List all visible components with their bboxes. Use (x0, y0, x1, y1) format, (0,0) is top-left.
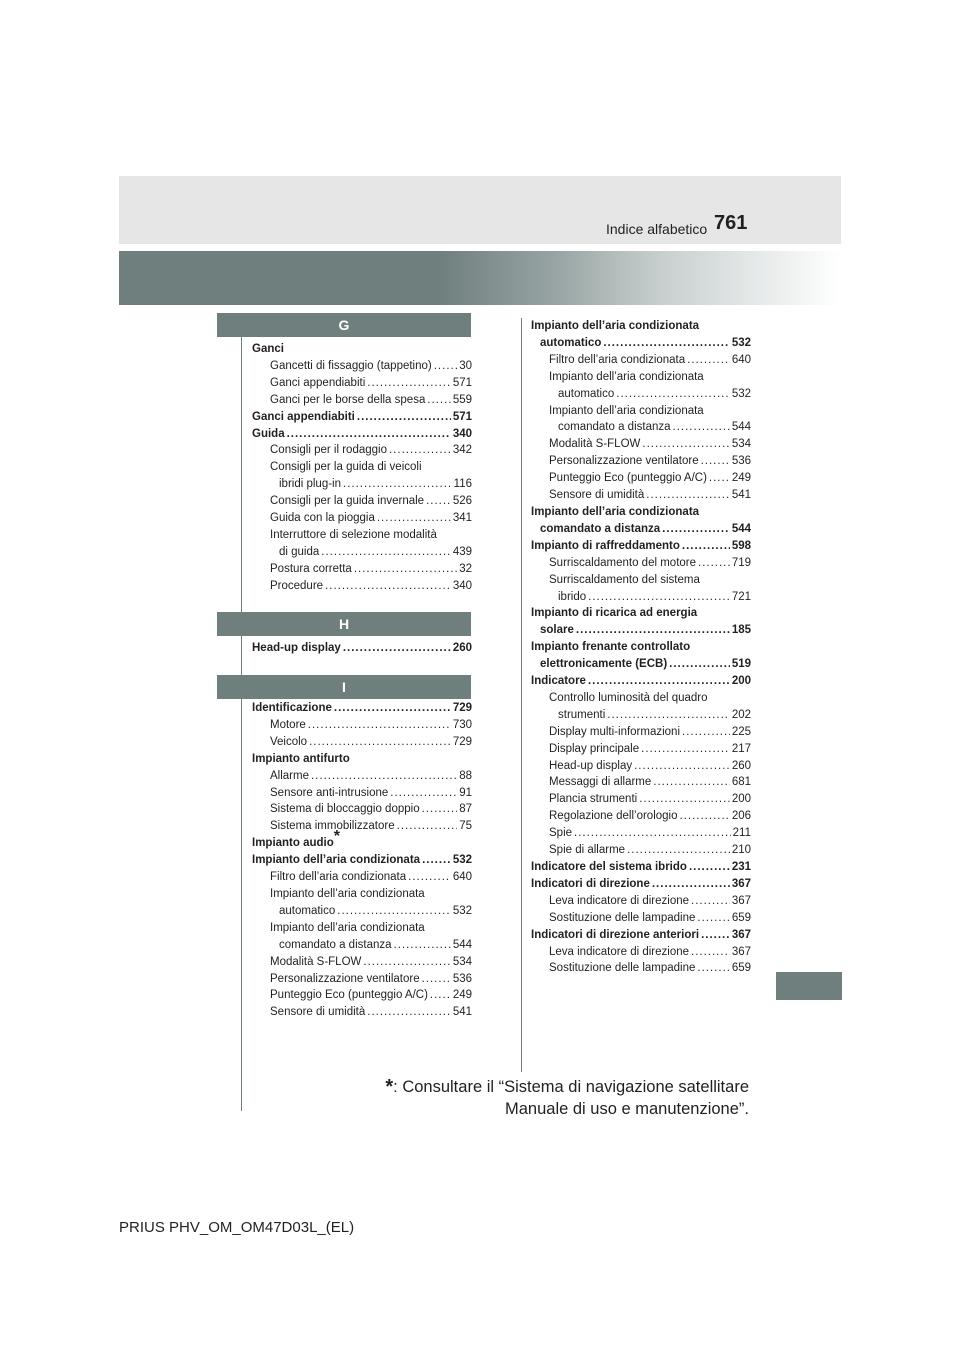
index-entry (531, 656, 751, 673)
index-entry-text: Head-up display (252, 642, 341, 654)
index-entry (531, 774, 751, 791)
index-entry (252, 426, 472, 443)
dot-leader (309, 734, 451, 751)
dot-leader (588, 589, 730, 606)
index-entry-text: Consigli per il rodaggio (270, 444, 387, 457)
index-entry (252, 818, 472, 835)
index-entry (531, 555, 751, 572)
index-entry-text: Messaggi di allarme (549, 776, 652, 789)
dot-leader (691, 893, 730, 910)
letter-heading-g: G (217, 313, 471, 337)
index-entry-text: Guida (252, 427, 285, 440)
index-entry-text: Leva indicatore di direzione (549, 945, 690, 958)
index-entry-page: 729 (452, 735, 472, 748)
index-entry-page: 367 (731, 945, 751, 958)
index-entry-text: Ganci appendiabiti (270, 376, 366, 389)
dot-leader (367, 375, 451, 392)
index-entry (252, 375, 472, 392)
index-entry-text: Modalità S-FLOW (270, 955, 362, 968)
decorative-gradient-bar (119, 251, 841, 305)
index-entry-text: Impianto dell’aria condizionata (270, 921, 425, 934)
index-entry (252, 476, 472, 493)
dot-leader (574, 825, 731, 842)
index-entry (531, 605, 751, 622)
index-list-g (252, 341, 472, 595)
dot-leader (642, 436, 729, 453)
index-entry-text: strumenti (558, 708, 606, 721)
index-entry-page: 88 (459, 769, 472, 782)
index-entry (531, 572, 751, 589)
dot-leader (377, 510, 451, 527)
dot-leader (701, 453, 730, 470)
index-entry (252, 510, 472, 527)
index-entry-page: 231 (731, 861, 751, 873)
dot-leader (426, 493, 451, 510)
index-entry-text: di guida (279, 545, 320, 558)
dot-leader (616, 386, 730, 403)
index-entry-text: comandato a distanza (558, 421, 671, 434)
index-entry-text: Gancetti di fissaggio (tappetino) (270, 359, 432, 372)
dot-leader (354, 561, 457, 578)
dot-leader (363, 954, 450, 971)
index-entry (252, 768, 472, 785)
index-entry-text: Impianto dell’aria condizionata (549, 370, 704, 383)
index-entry-text: Impianto di ricarica ad energia (531, 607, 698, 620)
index-entry (531, 369, 751, 386)
index-entry-page: 225 (731, 725, 751, 738)
index-entry (252, 392, 472, 409)
index-entry-text: elettronicamente (ECB) (540, 658, 668, 671)
index-entry-page: 730 (452, 718, 472, 731)
index-entry-page: 536 (731, 455, 751, 468)
dot-leader (588, 673, 730, 690)
index-entry-text: Impianto dell’aria condizionata (270, 887, 425, 900)
dot-leader (698, 555, 730, 572)
index-entry-page: 571 (452, 410, 472, 423)
dot-leader (689, 859, 730, 876)
index-entry-text: Controllo luminosità del quadro (549, 691, 708, 704)
dot-leader (607, 707, 730, 724)
dot-leader (682, 724, 730, 741)
index-entry-page: 340 (452, 579, 472, 592)
index-entry-page: 340 (452, 427, 472, 440)
dot-leader (427, 392, 450, 409)
dot-leader (641, 741, 730, 758)
index-entry-page: 342 (452, 444, 472, 457)
index-entry (531, 893, 751, 910)
dot-leader (334, 700, 451, 717)
index-entry-text: Veicolo (270, 735, 308, 748)
index-entry-text: Display multi-informazioni (549, 725, 681, 738)
index-entry-text: Surriscaldamento del sistema (549, 573, 700, 586)
index-entry (531, 808, 751, 825)
index-entry (531, 859, 751, 876)
index-entry-text: Indicatore del sistema ibrido (531, 861, 687, 873)
index-entry (531, 639, 751, 656)
index-entry (252, 801, 472, 818)
index-entry (531, 419, 751, 436)
index-entry (252, 785, 472, 802)
index-entry-page: 532 (731, 336, 751, 349)
dot-leader (697, 960, 729, 977)
index-entry-text: Procedure (270, 579, 324, 592)
index-entry-page: 249 (452, 989, 472, 1002)
index-entry-text: Sistema di bloccaggio doppio (270, 803, 420, 816)
chapter-side-tab (776, 972, 842, 1000)
index-entry-text: Sostituzione delle lampadine (549, 962, 696, 975)
dot-leader (680, 808, 730, 825)
index-entry-page: 534 (731, 438, 751, 451)
index-entry-page: 185 (731, 624, 751, 637)
index-entry-page: 260 (731, 759, 751, 772)
index-entry (531, 470, 751, 487)
dot-leader (673, 419, 730, 436)
index-entry (531, 707, 751, 724)
dot-leader (603, 335, 729, 352)
index-entry-page: 532 (452, 854, 472, 867)
index-entry-text: Ganci per le borse della spesa (270, 393, 426, 406)
index-entry-text: Display principale (549, 742, 640, 755)
index-entry (531, 487, 751, 504)
index-entry-page: 30 (459, 359, 472, 372)
index-entry-page: 439 (452, 545, 472, 558)
index-entry-page: 559 (452, 393, 472, 406)
index-entry (252, 341, 472, 358)
index-entry (531, 622, 751, 639)
index-entry-text: Allarme (270, 769, 309, 782)
index-entry (252, 493, 472, 510)
index-entry-text: Sensore anti-intrusione (270, 786, 389, 799)
index-entry (531, 724, 751, 741)
index-entry-page: 526 (452, 495, 472, 508)
dot-leader (325, 578, 451, 595)
index-entry-page: 640 (452, 871, 472, 884)
index-entry-text: automatico (558, 387, 615, 400)
dot-leader (367, 1004, 451, 1021)
index-entry-page: 75 (459, 820, 472, 833)
dot-leader (287, 426, 451, 443)
index-entry-text: Interruttore di selezione modalità (270, 528, 437, 541)
index-entry-page: 260 (452, 642, 472, 654)
index-entry (252, 954, 472, 971)
index-entry (252, 717, 472, 734)
index-entry (252, 852, 472, 869)
index-entry-text: ibridi plug-in (279, 478, 342, 491)
index-entry-text: Filtro dell’aria condizionata (270, 871, 407, 884)
index-entry (531, 741, 751, 758)
index-entry-text: Consigli per la guida di veicoli (270, 461, 422, 474)
index-entry (252, 751, 472, 768)
index-entry (531, 453, 751, 470)
index-list-i (252, 700, 472, 1021)
dot-leader (576, 622, 730, 639)
index-entry-page: 541 (731, 489, 751, 502)
index-entry-text: Motore (270, 718, 306, 731)
index-entry-text: Impianto dell’aria condizionata (549, 404, 704, 417)
index-entry-page: 719 (731, 556, 751, 569)
index-entry (531, 318, 751, 335)
index-entry-page: 367 (731, 894, 751, 907)
index-entry-text: comandato a distanza (279, 938, 392, 951)
index-entry (531, 690, 751, 707)
index-entry (531, 386, 751, 403)
dot-leader (669, 656, 730, 673)
index-entry (252, 527, 472, 544)
index-entry (252, 971, 472, 988)
index-entry (531, 538, 751, 555)
index-entry-page: 536 (452, 972, 472, 985)
index-entry-text: Indicatori di direzione anteriori (531, 928, 700, 941)
index-entry-text: Modalità S-FLOW (549, 438, 641, 451)
index-entry (252, 1004, 472, 1021)
index-entry-text: Impianto audio* (252, 828, 341, 850)
index-entry-text: Impianto frenante controllato (531, 641, 691, 654)
letter-heading-h: H (217, 612, 471, 636)
index-entry-page: 532 (731, 387, 751, 400)
index-entry (531, 842, 751, 859)
index-entry-text: Impianto antifurto (252, 752, 350, 765)
dot-leader (697, 910, 729, 927)
index-entry-text: Surriscaldamento del motore (549, 556, 697, 569)
index-entry-text: Impianto dell’aria condizionata (531, 505, 700, 518)
index-entry-page: 729 (452, 702, 472, 714)
index-entry-page: 211 (732, 827, 751, 840)
index-entry-text: ibrido (558, 590, 587, 603)
dot-leader (627, 842, 730, 859)
index-entry-page: 249 (731, 472, 751, 485)
dot-leader (662, 521, 730, 538)
index-entry-text: Punteggio Eco (punteggio A/C) (549, 472, 707, 485)
dot-leader (394, 937, 451, 954)
index-entry (252, 987, 472, 1004)
document-code: PRIUS PHV_OM_OM47D03L_(EL) (119, 1219, 355, 1236)
dot-leader (308, 717, 451, 734)
index-entry (252, 700, 472, 717)
index-entry (531, 791, 751, 808)
index-entry (252, 544, 472, 561)
footnote (385, 1076, 749, 1120)
index-entry (252, 886, 472, 903)
index-entry (531, 436, 751, 453)
dot-leader (422, 801, 458, 818)
dot-leader (422, 971, 451, 988)
index-entry-text: Head-up display (549, 759, 633, 772)
dot-leader (337, 903, 451, 920)
footnote-line-2: Manuale di uso e manutenzione”. (505, 1100, 749, 1118)
dot-leader (390, 785, 457, 802)
dot-leader (434, 358, 457, 375)
dot-leader (682, 538, 730, 555)
dot-leader (408, 869, 451, 886)
index-entry-text: Sensore di umidità (549, 489, 645, 502)
index-entry (252, 578, 472, 595)
index-entry-page: 532 (452, 904, 472, 917)
index-entry-page: 200 (731, 793, 751, 806)
dot-leader (343, 476, 452, 493)
index-entry (531, 521, 751, 538)
dot-leader (709, 470, 730, 487)
index-entry-text: Spie (549, 827, 573, 840)
index-entry (252, 734, 472, 751)
index-entry-text: Personalizzazione ventilatore (270, 972, 420, 985)
dot-leader (311, 768, 457, 785)
index-entry-page: 544 (452, 938, 472, 951)
index-entry-text: Impianto dell’aria condizionata (252, 854, 421, 867)
index-entry-page: 541 (452, 1006, 472, 1019)
column-divider-middle (521, 318, 522, 1072)
index-entry-page: 116 (453, 478, 472, 491)
index-entry (531, 673, 751, 690)
index-entry-text: Regolazione dell’orologio (549, 810, 678, 823)
index-entry-text: Sistema immobilizzatore (270, 820, 395, 833)
index-entry (252, 442, 472, 459)
index-entry-page: 206 (731, 810, 751, 823)
index-entry-page: 534 (452, 955, 472, 968)
dot-leader (422, 852, 451, 869)
index-entry-page: 367 (731, 928, 751, 941)
index-entry-text: Postura corretta (270, 562, 352, 575)
index-entry (252, 561, 472, 578)
index-entry (531, 504, 751, 521)
index-entry-text: Sensore di umidità (270, 1006, 366, 1019)
index-entry (531, 335, 751, 352)
dot-leader (687, 352, 730, 369)
index-entry-page: 200 (731, 675, 751, 688)
page-number: 761 (714, 212, 748, 234)
index-entry (252, 903, 472, 920)
index-entry (252, 409, 472, 426)
index-entry-text: Leva indicatore di direzione (549, 894, 690, 907)
index-entry-page: 210 (731, 844, 751, 857)
index-entry (531, 910, 751, 927)
index-entry-text: Spie di allarme (549, 844, 626, 857)
dot-leader (389, 442, 451, 459)
index-entry-text: Ganci appendiabiti (252, 410, 355, 423)
index-entry-page: 571 (452, 376, 472, 389)
dot-leader (397, 818, 458, 835)
index-entry (531, 352, 751, 369)
index-entry-text: Ganci (252, 343, 284, 355)
index-entry-page: 367 (731, 877, 751, 890)
index-entry-text: comandato a distanza (540, 522, 661, 535)
index-entry-text: Sostituzione delle lampadine (549, 911, 696, 924)
dot-leader (646, 487, 730, 504)
index-entry-page: 598 (731, 539, 751, 552)
index-entry-text: Punteggio Eco (punteggio A/C) (270, 989, 428, 1002)
index-entry (252, 358, 472, 375)
index-entry-page: 519 (731, 658, 751, 671)
index-entry (531, 927, 751, 944)
index-entry (531, 403, 751, 420)
index-entry (252, 937, 472, 954)
dot-leader (691, 944, 730, 961)
index-entry-page: 32 (459, 562, 472, 575)
index-entry-text: Identificazione (252, 702, 332, 714)
index-entry (531, 944, 751, 961)
dot-leader (357, 409, 451, 426)
index-entry (531, 825, 751, 842)
index-entry (252, 828, 472, 852)
footnote-star: * (385, 1076, 394, 1098)
index-entry-page: 544 (731, 522, 751, 535)
index-entry-page: 91 (459, 786, 472, 799)
dot-leader (701, 927, 730, 944)
index-entry-page: 659 (731, 962, 751, 975)
index-entry-page: 87 (459, 803, 472, 816)
index-entry (252, 920, 472, 937)
index-entry (531, 876, 751, 893)
index-entry-page: 640 (731, 353, 751, 366)
index-entry-page: 544 (731, 421, 751, 434)
column-divider-left (241, 335, 242, 1111)
index-entry-text: Impianto dell’aria condizionata (531, 320, 700, 332)
dot-leader (634, 758, 730, 775)
dot-leader (343, 640, 451, 657)
index-entry-page: 341 (452, 512, 472, 525)
index-entry-text: Guida con la pioggia (270, 512, 375, 525)
footnote-line-1: *: Consultare il “Sistema di navigazione satellitare (385, 1076, 749, 1098)
index-entry (531, 589, 751, 606)
dot-leader (652, 876, 730, 893)
index-entry-text: automatico (540, 336, 602, 349)
section-title: Indice alfabetico (606, 221, 708, 237)
index-entry-text: solare (540, 624, 574, 637)
index-entry-text: Personalizzazione ventilatore (549, 455, 699, 468)
index-list-right-column (531, 318, 751, 977)
index-entry (252, 640, 472, 657)
dot-leader (639, 791, 730, 808)
dot-leader (430, 987, 451, 1004)
index-entry-text: Filtro dell’aria condizionata (549, 353, 686, 366)
index-entry (531, 960, 751, 977)
index-entry-text: Plancia strumenti (549, 793, 638, 806)
index-entry-page: 202 (731, 708, 751, 721)
index-entry-text: automatico (279, 904, 336, 917)
index-entry (252, 459, 472, 476)
index-entry-text: Indicatori di direzione (531, 877, 650, 890)
index-entry-page: 217 (731, 742, 751, 755)
index-entry-text: Indicatore (531, 675, 586, 688)
index-entry-page: 681 (731, 776, 751, 789)
index-list-h (252, 640, 472, 657)
index-entry-page: 721 (731, 590, 751, 603)
dot-leader (321, 544, 451, 561)
index-entry-page: 659 (731, 911, 751, 924)
index-entry-text: Consigli per la guida invernale (270, 495, 425, 508)
index-entry-text: Impianto di raffreddamento (531, 539, 680, 552)
dot-leader (653, 774, 730, 791)
index-entry (531, 758, 751, 775)
index-entry (252, 869, 472, 886)
letter-heading-i: I (217, 675, 471, 699)
